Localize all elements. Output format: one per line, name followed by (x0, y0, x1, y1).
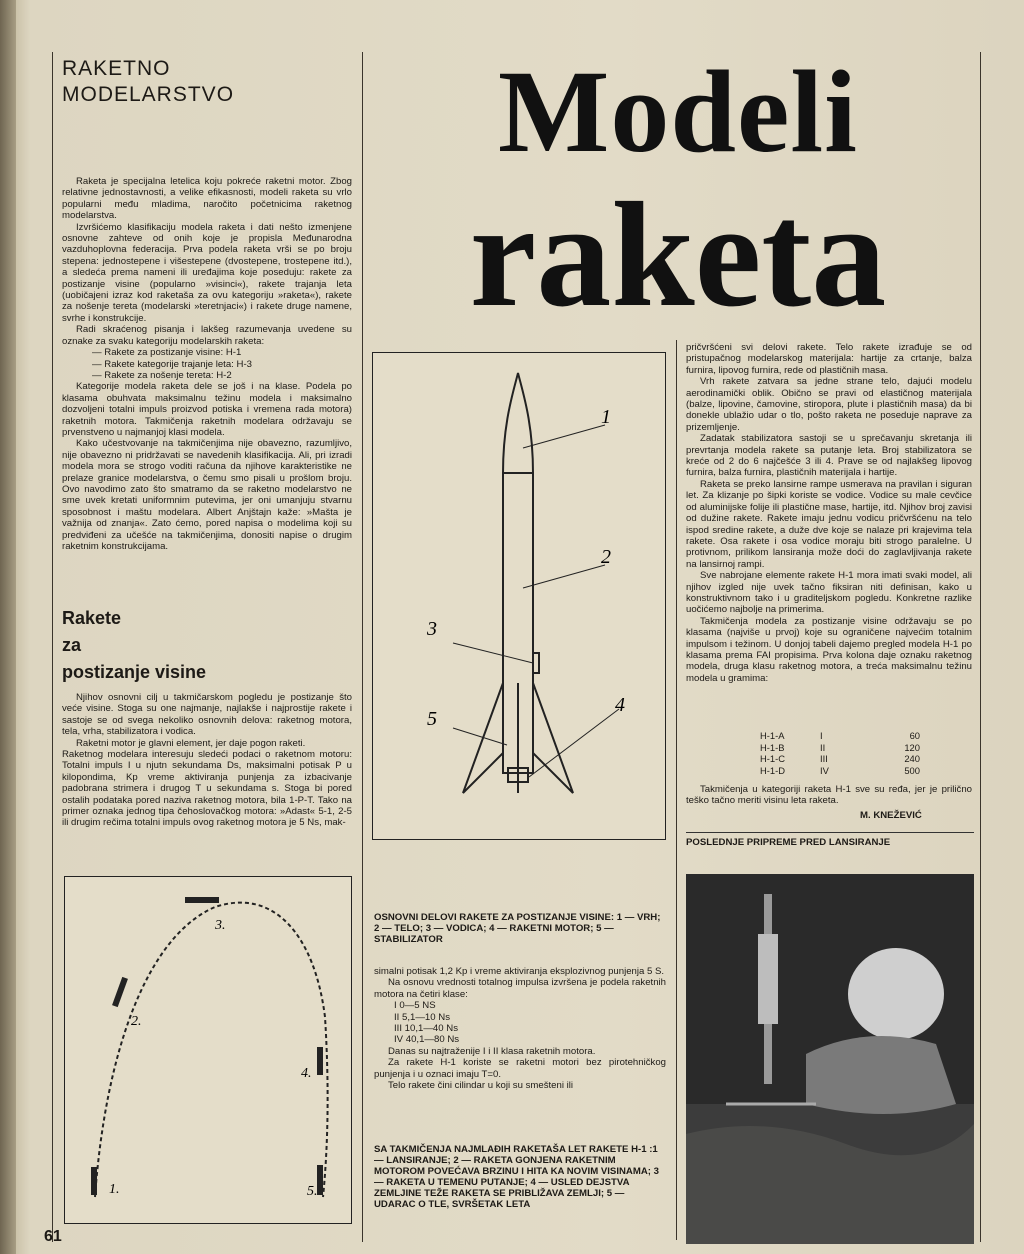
rocket-2-icon (112, 977, 128, 1007)
table-row (760, 765, 920, 777)
motor-class-list (394, 1000, 666, 1046)
right-column-closing (686, 784, 972, 807)
rocket-launch-lug (533, 653, 539, 673)
person-body (806, 1036, 956, 1114)
table-cell: I (820, 730, 823, 741)
paragraph: Na osnovu vrednosti totalnog impulsa izvršena je podela raketnih motora na četiri klase: (374, 977, 666, 1000)
paragraph: Takmičenja u kategoriji raketa H-1 sve su ređa, jer je prilično teško tačno meriti visinu leta raketa. (686, 784, 972, 807)
column-divider-rule (362, 52, 363, 1242)
rocket-diagram-svg (373, 353, 665, 839)
paragraph: Kako učestvovanje na takmičenjima nije obavezno, razumljivo, nije obavezno ni pridržavati se navedenih klasifikacija. Ali, pri izradi modela mora se strogo voditi računa da njihove karakteristike ne prelaze granice modelarstva, o čemu smo pisali u prošlom broju. Ovo navodimo zato što smatramo da se raketno modelarstvo ne sme uvek kretati uniformnim putevima, jer oni umanjuju stvarnu sposobnost i maštu modelara. Albert Anjštajn kaže: »Mašta je važnija od znanja«. Zato ćemo, pored napisa o modelima koji su predviđeni za učešće na takmičenjima, donositi napise o drugim raketnim konstrukcijama. (62, 438, 352, 552)
part-label-5: 5 (427, 708, 437, 730)
table-cell: H-1-D (760, 764, 785, 776)
part-label-1: 1 (601, 406, 611, 428)
rocket-4-icon (317, 1047, 323, 1075)
rocket-parts-diagram (372, 352, 666, 840)
class-table (760, 730, 920, 776)
paragraph: Izvršićemo klasifikaciju modela raketa i dati nešto izmenjene osnovne zahteve od onih koje je propisla Međunarodna vazduhoplovna federacija. Prva podela raketa vrši se po broju stepena: jednostepene i višestepene (dvostepene, trostepene itd.), a sledeća prema nameni ili uređajima koje poseduju: rakete za postizanje visine (popularno »visinci«), rakete trajanja leta (uobičajeni izraz kod raketaša za ovu kategoriju »raketa«), rakete za nošenje tereta (modelarski »teretnjaci«) i rakete druge namene, svrhe i konstrukcije. (62, 221, 352, 324)
left-column-text (62, 176, 352, 552)
right-border-rule (980, 52, 981, 1242)
paragraph: Sve nabrojane elemente rakete H-1 mora imati svaki model, ali njihov izgled nije uvek tačno fiksiran niti definisan, kako u konstruktivnom tako i u graditeljskom pogledu. Konkretne razlike uočićemo najbolje na primerima. (686, 570, 972, 616)
list-item: III 10,1—40 Ns (394, 1023, 458, 1035)
section-label-line1: RAKETNO (62, 57, 171, 80)
paragraph: Kategorije modela raketa dele se još i na klase. Podela po klasama obuhvata maksimalnu težinu modela i maksimalno dozvoljeni totalni impuls proizvod potiska i vremena rada motora) raketnih motora. Takmičenja raketnih modelara održavaju se prvenstveno u najmanjoj klasi modela. (62, 381, 352, 438)
list-item: IV 40,1—80 Ns (394, 1034, 460, 1046)
table-row (760, 753, 920, 765)
paragraph: Raketa je specijalna letelica koju pokreće raketni motor. Zbog relativne jednostavnosti, a velike efikasnosti, modeli raketa su vrlo popularni među mladima, naročito početnicima raketnog modelarstva. (62, 176, 352, 222)
person-head (848, 948, 944, 1040)
author-signature: M. KNEŽEVIĆ (860, 810, 922, 821)
headline-line2: raketa (469, 172, 887, 338)
subheading-line2: za (62, 635, 82, 655)
rocket-3-icon (185, 897, 219, 903)
table-cell: III (820, 753, 828, 765)
rocket-nose (503, 373, 533, 473)
middle-column-text (374, 966, 666, 1091)
paragraph: Vrh rakete zatvara sa jedne strane telo, dajući modelu aerodinamički oblik. Obično se pravi od elastičnog materijala (balze, lipovine, čamovine, stiropora, plute i plastičnih masa) da bi donekle ublažio udar o tlo, pošto raketa ne poseduje naprave za prizemljenje. (686, 376, 972, 433)
diagram-caption: OSNOVNI DELOVI RAKETE ZA POSTIZANJE VISINE: 1 — VRH; 2 — TELO; 3 — VODICA; 4 — RAKETNI MOTOR; 5 — STABILIZATOR (374, 912, 661, 945)
paragraph: Takmičenja modela za postizanje visine održavaju se po klasama (najviše u prvoj) koje su ograničene najvećim totalnim impulsom i težinom. U donjoj tabeli dajemo pregled modela H-1 po klasama prema FAI propisima. Prva kolona daje oznaku raketnog modela, druga klasu raketnog motora, a treća maksimalnu težinu modela u gramima: (686, 615, 972, 684)
paragraph: Raketa se preko lansirne rampe usmerava na pravilan i siguran let. Za klizanje po šipki koriste se vodice. Vodice su male cevčice od aluminijske folije ili plastične mase, hartije, itd. Njihov broj zavisi od dužine rakete. Rakete imaju jednu vodicu pričvršćenu na telo ispod sredine rakete, a duže dve koje se nalaze pri krajevima tela rakete. Osa rakete i osa vodice moraju biti strogo paralelne. U protivnom, prilikom lansiranja može doći do zaglavljivanja rakete na lansirnoj rampi. (686, 478, 972, 570)
table-cell: 240 (904, 753, 920, 765)
part-label-3: 3 (427, 618, 437, 640)
table-cell: 500 (904, 764, 920, 776)
table-cell: 120 (904, 741, 920, 753)
subheading-line3: postizanje visine (62, 662, 207, 682)
paragraph: Radi skraćenog pisanja i lakšeg razumevanja uvedene su oznake za svaku kategoriju modelarskih raketa: (62, 324, 352, 347)
rocket-fin-left (463, 683, 503, 793)
launch-photo (686, 874, 974, 1244)
part-label-2: 2 (601, 546, 611, 568)
flight-trajectory-svg (65, 877, 351, 1223)
paragraph: simalni potisak 1,2 Kp i vreme aktiviranja eksplozivnog punjenja 5 S. (374, 966, 665, 977)
flight-diagram (64, 876, 352, 1224)
rocket-1-icon (91, 1167, 97, 1195)
list-item: — Rakete za postizanje visine: H-1 (92, 347, 242, 359)
paragraph: pričvršćeni svi delovi rakete. Telo rakete izrađuje se od pristupačnog modelarskog materijala: hartije za crtanje, balza furnira, lipovog furnira, rede od plastičnih masa. (686, 342, 972, 376)
section-label-line2: MODELARSTVO (62, 83, 235, 106)
paragraph: Danas su najtraženije I i II klasa raketnih motora. (388, 1045, 596, 1057)
left-column-text-2 (62, 692, 352, 829)
rocket-5-icon (317, 1165, 323, 1195)
list-item: II 5,1—10 Ns (394, 1011, 450, 1023)
list-item: — Rakete kategorije trajanje leta: H-3 (92, 358, 252, 370)
trajectory-path (95, 903, 328, 1197)
flight-label-2: 2. (131, 1014, 142, 1029)
photo-caption: POSLEDNJE PRIPREME PRED LANSIRANJE (686, 832, 974, 848)
flight-label-3: 3. (215, 918, 226, 933)
table-cell: H-1-C (760, 753, 785, 765)
paragraph: Telo rakete čini cilindar u koji su smešteni ili (388, 1080, 574, 1092)
left-border-rule (52, 52, 53, 1242)
page-spine (0, 0, 16, 1254)
list-item: — Rakete za nošenje tereta: H-2 (92, 369, 232, 381)
part-label-4: 4 (615, 694, 625, 716)
paragraph: Za rakete H-1 koriste se raketni motori bez pirotehničkog punjenja i u oznaci imaju T=0. (374, 1057, 666, 1080)
paragraph: Raketnog modelara interesuju sledeći podaci o raketnom motoru: Totalni impuls I u njutn sekundama Ds, maksimalni potisak P u kilopondima, Kp vreme aktiviranja punjenja za izbacivanje padobrana strimera i drugog T u sekundama s. Stoga bi pored ostalih podataka pored naziva raketnog motora, bila 1-P-T. Tako na primer oznaka jednog tipa čehoslovačkog motora: »Adast« 5-1, 2-5 ili drugim rečima totalni impuls ovog raketnog motora je 5 Ns, mak- (62, 749, 352, 829)
paragraph: Zadatak stabilizatora sastoji se u sprečavanju skretanja ili prevrtanja modela rakete sa putanje leta. Broj stabilizatora se kreće od 2 do 6 najčešće 3 ili 4. Prave se od najlakšeg lipovog furnira, balza furnira, plastičnih materijala i hartije. (686, 433, 972, 479)
headline-line1: Modeli (498, 46, 858, 177)
headline (378, 46, 978, 338)
table-cell: II (820, 741, 826, 753)
subheading (62, 605, 352, 686)
flight-label-4: 4. (301, 1066, 312, 1081)
flight-caption: SA TAKMIČENJA NAJMLAĐIH RAKETAŠA LET RAKETE H-1 :1— LANSIRANJE; 2 — RAKETA GONJENA RAKETNIM MOTOROM POVEĆAVA BRZINU I HITA KA NOVIM VISINAMA; 3 — RAKETA U TEMENU PUTANJE; 4 — USLED DEJSTVA ZEMLJINE TEŽE RAKETA SE PRIBLIŽAVA ZEMLJI; 5 — UDARAC O TLE, SVRŠETAK LETA (374, 1144, 659, 1210)
table-cell: H-1-B (760, 741, 785, 753)
table-cell: H-1-A (760, 730, 785, 741)
section-label (62, 56, 352, 108)
launch-photo-svg (686, 874, 974, 1244)
subheading-line1: Rakete (62, 608, 122, 628)
page-number: 61 (44, 1228, 62, 1245)
paragraph: Njihov osnovni cilj u takmičarskom pogledu je postizanje što veće visine. Stoga su one najmanje, najlakše i najprostije rakete i sastoje se od svega nekoliko osnovnih delova: raketnog motora, tela, vrha, stabilizatora i vodica. (62, 692, 352, 738)
rocket-outline (463, 373, 573, 793)
photo-rocket (758, 934, 778, 1024)
table-row (760, 730, 920, 742)
flight-label-1: 1. (109, 1182, 120, 1197)
table-cell: 60 (909, 730, 920, 741)
list-item: I 0—5 NS (394, 1000, 436, 1012)
right-column-text (686, 342, 972, 684)
table-cell: IV (820, 764, 829, 776)
rocket-fin-right (533, 683, 573, 793)
table-row (760, 742, 920, 754)
flight-label-5: 5. (307, 1184, 318, 1199)
column-divider-rule-2 (676, 340, 677, 1240)
paragraph: Raketni motor je glavni element, jer daje pogon raketi. (76, 737, 306, 749)
leader-lines (453, 425, 619, 777)
